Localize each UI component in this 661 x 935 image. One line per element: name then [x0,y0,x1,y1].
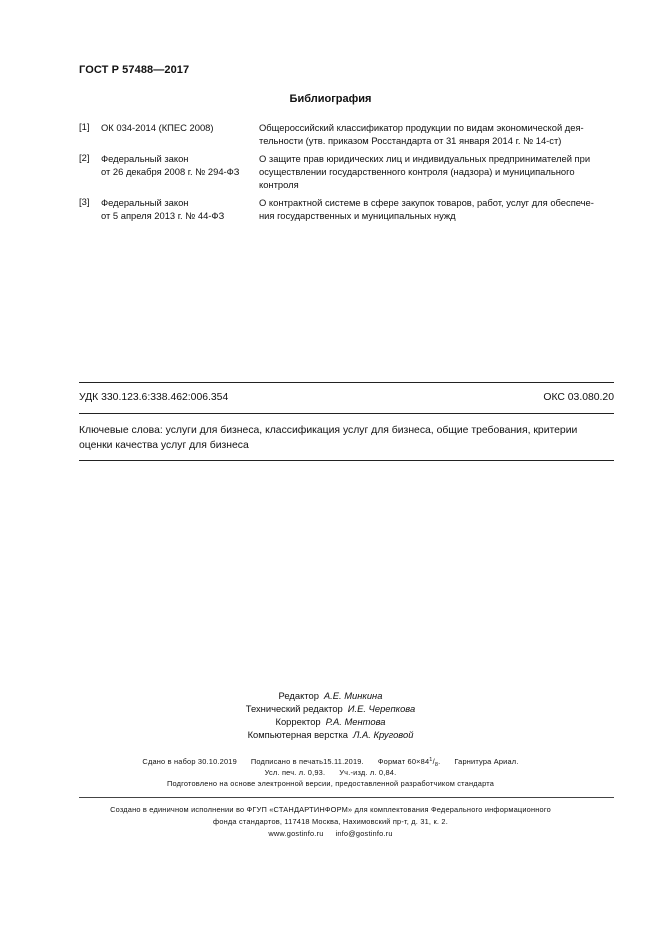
ref-number: [3] [79,196,90,207]
imprint-format: Формат $60\times 84^1/_8$. [377,757,441,768]
divider [79,382,614,383]
ref-title-line: О контрактной системе в сфере закупок товаров, работ, услуг для обеспече- [259,197,594,208]
imprint-pub-sheets: Уч.-изд. л. 0,84. [339,768,397,777]
footer-contacts [0,828,661,840]
ref-title-line: тельности (утв. приказом Росстандарта от 31 января 2014 г. № 14-ст) [259,135,562,146]
credit-person: Л.А. Круговой [352,729,414,740]
email-link[interactable]: info@gostinfo.ru [335,829,393,838]
imprint-submitted: Сдано в набор 30.10.2019 [142,757,237,766]
ref-number: [2] [79,152,90,163]
ref-source-line: Федеральный закон [101,197,189,208]
imprint-print-sheets: Усл. печ. л. 0,93. [264,768,326,777]
ref-source-line: от 26 декабря 2008 г. № 294-ФЗ [101,166,240,177]
oks-code: ОКС 03.080.20 [543,392,614,403]
ref-title-line: осуществлении государственного контроля (надзора) и муниципального [259,166,575,177]
ref-title-line: контроля [259,179,299,190]
imprint-font: Гарнитура Ариал. [454,757,519,766]
credit-role: Компьютерная верстка [247,729,348,740]
website-link[interactable]: www.gostinfo.ru [268,829,324,838]
credit-role: Технический редактор [245,703,343,714]
ref-source-line: ОК 034-2014 (КПЕС 2008) [101,122,214,133]
footer-line-1: Создано в единичном исполнении во ФГУП «СТАНДАРТИНФОРМ» для комплектования Федерального информационного [110,805,551,814]
ref-source [101,121,253,134]
footer-line-2: фонда стандартов, 117418 Москва, Нахимовский пр-т, д. 31, к. 2. [213,817,448,826]
credit-technical-editor [0,702,661,715]
imprint-signed: Подписано в печать15.11.2019. [250,757,364,766]
ref-source-line: Федеральный закон [101,153,189,164]
ref-source-line: от 5 апреля 2013 г. № 44-ФЗ [101,210,225,221]
credit-corrector [0,715,661,728]
credit-person: А.Е. Минкина [323,690,383,701]
ref-title-line: О защите прав юридических лиц и индивидуальных предпринимателей при [259,153,591,164]
ref-title-line: ния государственных и муниципальных нужд [259,210,456,221]
credit-role: Редактор [278,690,319,701]
divider [79,797,614,798]
credit-person: И.Е. Черепкова [347,703,416,714]
bibliography-title: Библиография [289,93,372,105]
ref-source [101,196,253,222]
credit-role: Корректор [275,716,321,727]
credit-person: Р.А. Ментова [325,716,386,727]
divider [79,460,614,461]
divider [79,413,614,414]
ref-title [259,152,615,191]
ref-number: [1] [79,121,90,132]
ref-title [259,196,615,222]
ref-source [101,152,253,178]
keywords [79,423,615,453]
keywords-line: оценки качества услуг для бизнеса [79,440,249,451]
imprint-prepared: Подготовлено на основе электронной версии, предоставленной разработчиком стандарта [166,779,495,788]
credit-editor [0,689,661,702]
ref-title-line: Общероссийский классификатор продукции по видам экономической дея- [259,122,584,133]
credit-layout [0,728,661,741]
ref-title [259,121,615,147]
keywords-line: Ключевые слова: услуги для бизнеса, классификация услуг для бизнеса, общие требования, критерии [79,425,578,436]
udk-code: УДК 330.123.6:338.462:006.354 [79,392,229,403]
document-header: ГОСТ Р 57488—2017 [79,64,190,76]
